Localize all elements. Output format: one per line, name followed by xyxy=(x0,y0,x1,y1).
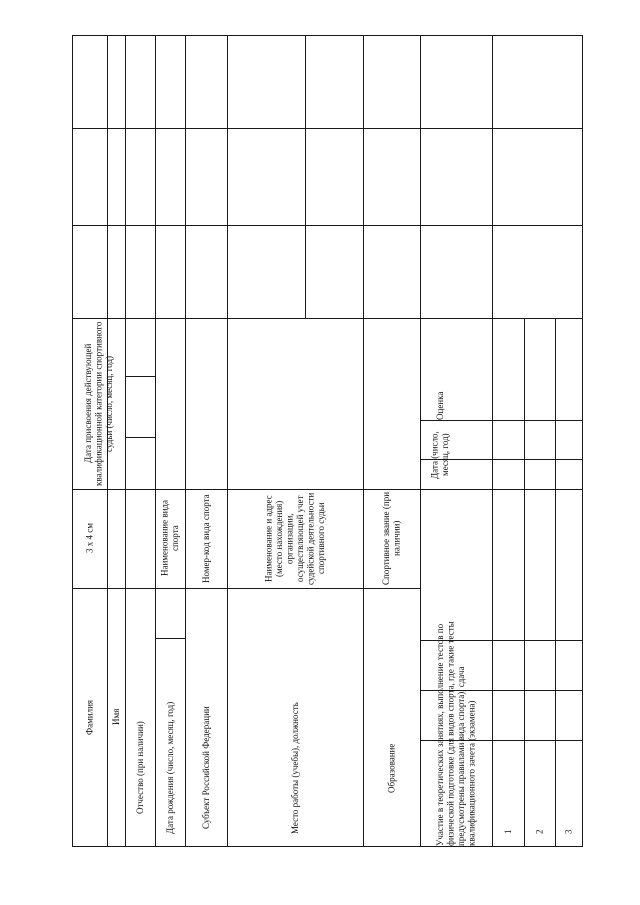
row-number-3: 3 xyxy=(563,829,574,835)
region-label: Субъект Российской Федерации xyxy=(200,706,211,830)
name-label: Имя xyxy=(110,708,121,726)
participation-label: Участие в теоретических занятиях, выполнение тестов по физической подготовке (для видов спорта, где такие тесты предусмотрены правилами вида спорта), сдача квалификационного зачета (экзамена) xyxy=(435,621,477,846)
education-label: Образование xyxy=(386,743,397,793)
patronymic-label: Отчество (при наличии) xyxy=(134,721,145,815)
sport-name-label: Наименование вида спорта xyxy=(159,500,180,577)
date-column-label: Дата (число, месяц, год) xyxy=(429,431,450,479)
photo-placeholder: 3 х 4 см xyxy=(84,523,95,554)
surname-label: Фамилия xyxy=(84,699,95,735)
sport-title-label: Спортивное звание (при наличии) xyxy=(381,491,402,586)
grade-column-label: Оценка xyxy=(434,391,445,420)
organization-label: Наименование и адрес (место нахождения) организации, осуществляющей учет судейской деятельности спортивного судьи xyxy=(263,492,326,585)
row-number-1: 1 xyxy=(502,829,513,835)
birth-date-label: Дата рождения (число, месяц, год) xyxy=(164,701,175,835)
workplace-label: Место работы (учебы), должность xyxy=(289,702,300,834)
sport-code-label: Номер-код вида спорта xyxy=(200,494,211,583)
row-number-2: 2 xyxy=(534,829,545,835)
category-date-label: Дата присвоения действующей квалификационной категории спортивного судьи (число, месяц, год) xyxy=(82,321,114,486)
